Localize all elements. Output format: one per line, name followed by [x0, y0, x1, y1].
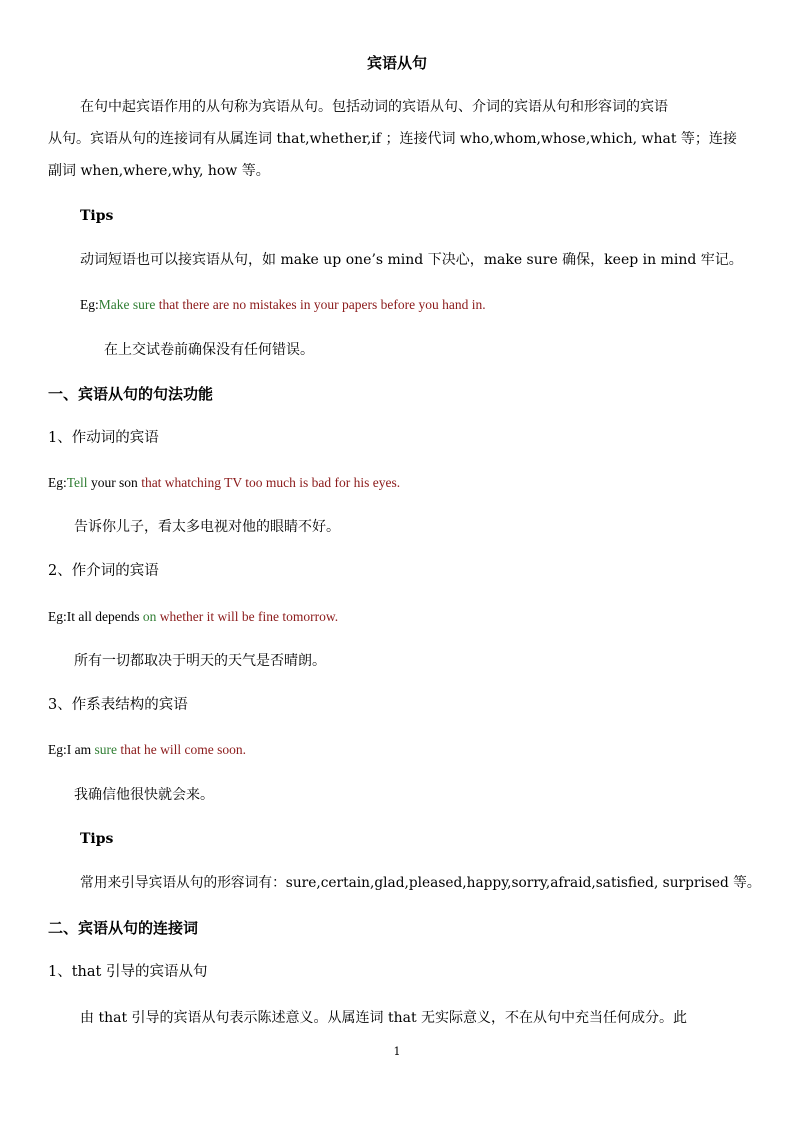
example-lead: I am	[66, 742, 95, 757]
tips-label: Tips	[80, 208, 114, 224]
section2-paragraph: 由 that 引导的宾语从句表示陈述意义。从属连词 that 无实际意义，不在从句中充当任何成分。此	[80, 1010, 688, 1026]
intro-line-2: 从句。宾语从句的连接词有从属连词 that,whether,if ；连接代词 who,whom,whose,which, what 等；连接	[48, 131, 737, 147]
example-prefix: Eg:	[48, 742, 67, 757]
tips2-text: 常用来引导宾语从句的形容词有：sure,certain,glad,pleased,happy,sorry,afraid,satisfied, surprised 等。	[80, 875, 761, 891]
intro-line-1: 在句中起宾语作用的从句称为宾语从句。包括动词的宾语从句、介词的宾语从句和形容词的宾语	[80, 99, 668, 115]
tips-text: 动词短语也可以接宾语从句，如 make up one’s mind 下决心，make sure 确保，keep in mind 牢记。	[80, 252, 743, 268]
section2-sub1-heading: 1、that 引导的宾语从句	[48, 964, 208, 980]
example-prefix: Eg:	[80, 297, 99, 312]
section1-item1-example	[48, 473, 400, 493]
section1-item3-translation: 我确信他很快就会来。	[74, 787, 214, 803]
tips-example	[80, 295, 486, 315]
section2-heading: 二、宾语从句的连接词	[48, 919, 199, 937]
example-clause: whether it will be fine tomorrow	[156, 609, 335, 624]
example-period: .	[396, 475, 401, 490]
section1-item2-translation: 所有一切都取决于明天的天气是否晴朗。	[74, 653, 326, 669]
example-prefix: Eg:	[48, 609, 67, 624]
tips-translation: 在上交试卷前确保没有任何错误。	[104, 342, 314, 358]
section1-item2-example	[48, 607, 338, 627]
example-prefix: Eg:	[48, 475, 67, 490]
section1-item3-example	[48, 740, 246, 760]
example-highlight: Tell	[66, 475, 88, 490]
page-number: 1	[393, 1045, 401, 1058]
example-clause: that whatching TV too much is bad for his eyes	[141, 475, 397, 490]
intro-line-3: 副词 when,where,why, how 等。	[48, 163, 270, 179]
section1-item2-heading: 2、作介词的宾语	[48, 563, 159, 579]
example-highlight: sure	[94, 742, 117, 757]
example-period: .	[242, 742, 246, 757]
section1-heading: 一、宾语从句的句法功能	[48, 385, 214, 403]
example-clause: that there are no mistakes in your papers before you hand in	[155, 297, 483, 312]
example-highlight: Make sure	[98, 297, 156, 312]
tips2-label: Tips	[80, 831, 114, 847]
example-period: .	[482, 297, 486, 312]
example-period: .	[334, 609, 339, 624]
example-clause: that he will come soon	[117, 742, 243, 757]
section1-item1-translation: 告诉你儿子，看太多电视对他的眼睛不好。	[74, 519, 340, 535]
example-highlight: on	[142, 609, 157, 624]
example-lead: It all depends	[66, 609, 143, 624]
page-title: 宾语从句	[366, 54, 427, 72]
example-mid: your son	[87, 475, 142, 490]
section1-item3-heading: 3、作系表结构的宾语	[48, 697, 188, 713]
section1-item1-heading: 1、作动词的宾语	[48, 430, 159, 446]
